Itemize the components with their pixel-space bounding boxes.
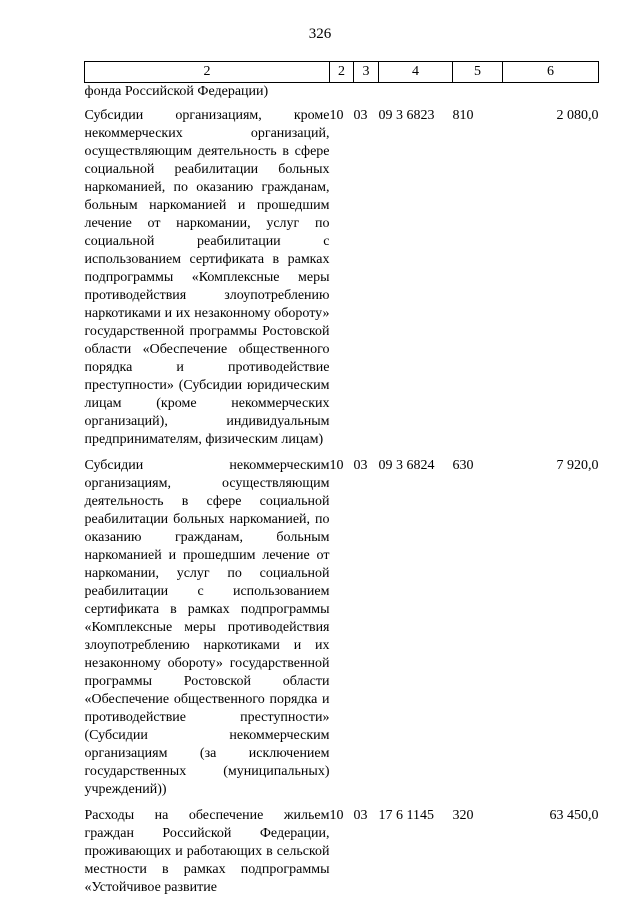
row-description: Субсидии организациям, кроме некоммерческих организаций, осуществляющим деятельность в сфере социальной реабилитации больных наркоманией, по оказанию гражданам, больным наркоманией и прошедшим лечение от наркомании, услуг по социальной реабилитации с использованием сертификата в рамках подпрограммы «Комплексные меры противодействия злоупотреблению наркотиками и их незаконному обороту» государственной программы Ростовской области «Обеспечение общественного порядка и противодействие преступности» (Субсидии юридическим лицам (кроме некоммерческих организаций), индивидуальным предпринимателям, физическим лицам) bbox=[84, 108, 330, 447]
row-description: Расходы на обеспечение жильем граждан Российской Федерации, проживающих и работающих в сельской местности в рамках подпрограммы «Устойчивое развитие bbox=[84, 808, 330, 895]
row-subsection: 03 bbox=[353, 458, 368, 473]
header-description: 2 bbox=[85, 62, 330, 83]
page-number: 326 bbox=[308, 26, 332, 42]
table-row bbox=[85, 107, 599, 457]
header-row bbox=[85, 62, 599, 83]
continuation-row bbox=[85, 83, 599, 108]
header-amount: 6 bbox=[503, 62, 599, 83]
row-section: 10 bbox=[329, 808, 344, 823]
row-target-article: 17 6 1145 bbox=[378, 808, 434, 823]
budget-table bbox=[84, 61, 599, 905]
row-subsection: 03 bbox=[353, 108, 368, 123]
header-expense-type: 5 bbox=[453, 62, 503, 83]
row-amount: 2 080,0 bbox=[556, 108, 599, 123]
row-section: 10 bbox=[329, 108, 344, 123]
table-row bbox=[85, 807, 599, 905]
row-target-article: 09 3 6823 bbox=[378, 108, 435, 123]
row-description: Субсидии некоммерческим организациям, осуществляющим деятельность в сфере социальной реабилитации больных наркоманией, по оказанию гражданам, больным наркоманией и прошедшим лечение от наркомании, услуг по социальной реабилитации с использованием сертификата в рамках подпрограммы «Комплексные меры противодействия злоупотреблению наркотиками и их незаконному обороту» государственной программы Ростовской области «Обеспечение общественного порядка и противодействие преступности» (Субсидии некоммерческим организациям (за исключением государственных (муниципальных) учреждений)) bbox=[84, 458, 330, 797]
row-amount: 63 450,0 bbox=[549, 808, 599, 823]
header-section: 2 bbox=[330, 62, 354, 83]
row-subsection: 03 bbox=[353, 808, 368, 823]
row-target-article: 09 3 6824 bbox=[378, 458, 435, 473]
row-expense-type: 320 bbox=[452, 808, 474, 823]
row-expense-type: 810 bbox=[452, 108, 474, 123]
header-target-article: 4 bbox=[379, 62, 453, 83]
continuation-text: фонда Российской Федерации) bbox=[84, 84, 269, 99]
header-subsection: 3 bbox=[354, 62, 379, 83]
row-amount: 7 920,0 bbox=[556, 458, 599, 473]
table-row bbox=[85, 457, 599, 807]
row-section: 10 bbox=[329, 458, 344, 473]
row-expense-type: 630 bbox=[452, 458, 474, 473]
